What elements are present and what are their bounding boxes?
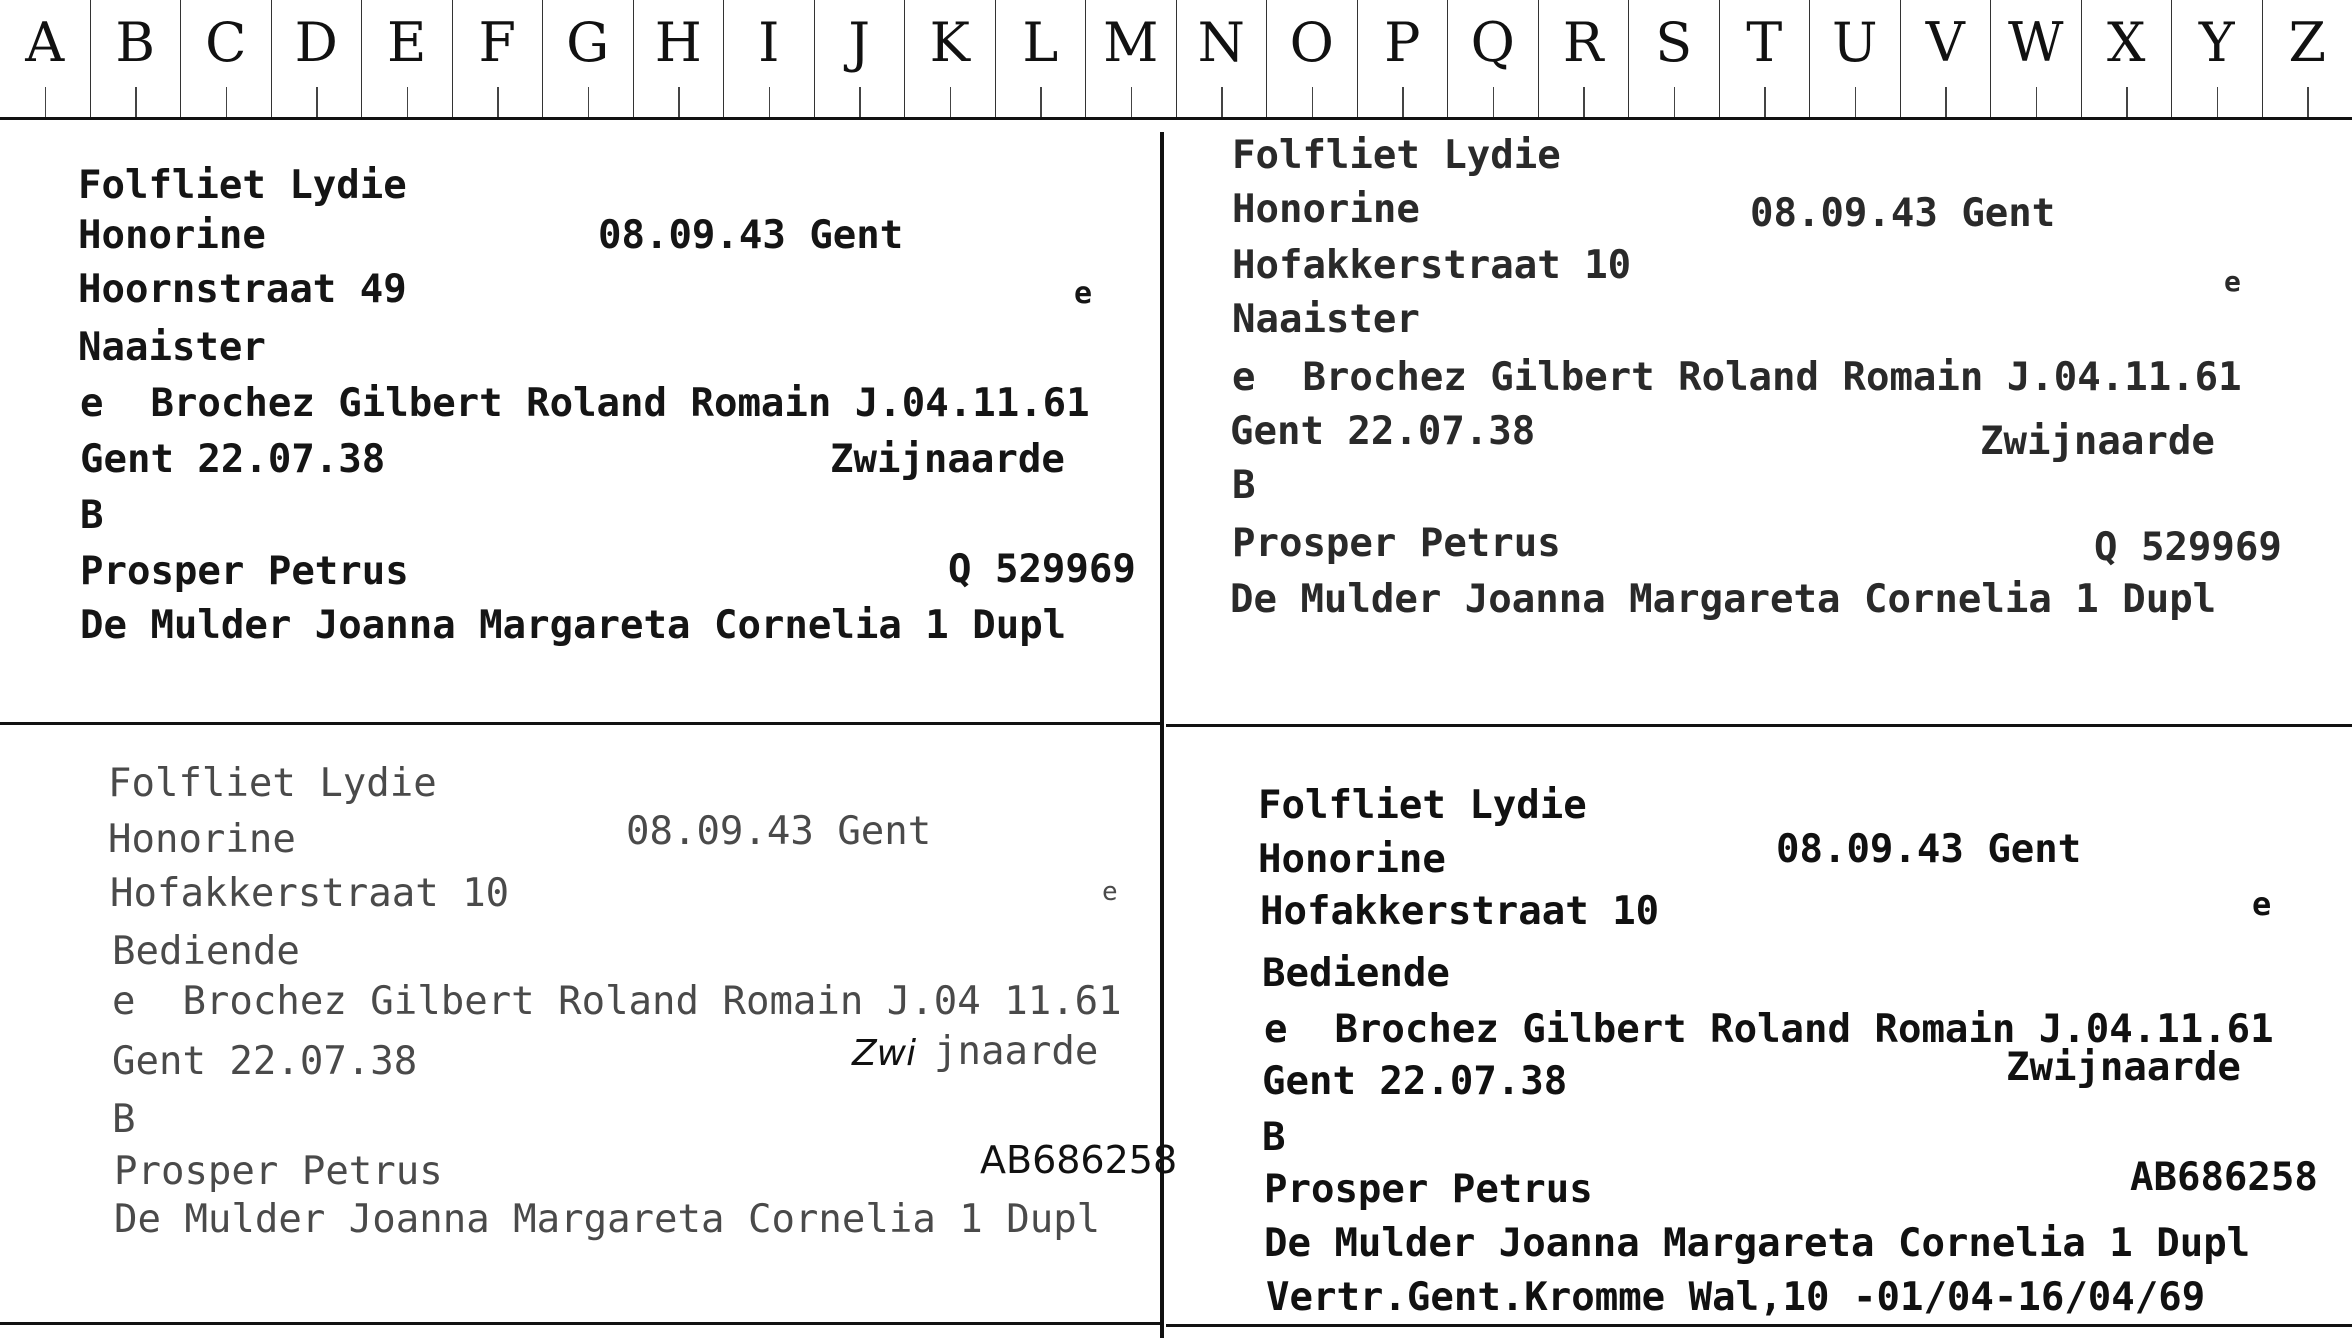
index-letter-z: Z [2263,0,2352,117]
index-letter-r: R [1539,0,1630,117]
card-marker: e [1074,276,1093,311]
card-first-names: Honorine [1232,187,1420,232]
index-letter-a: A [0,0,91,117]
card-place: Zwijnaarde [2006,1045,2241,1090]
card-occupation: Bediende [112,929,300,974]
index-letter-v: V [1901,0,1992,117]
card-birth: 08.09.43 Gent [1776,827,2082,872]
index-letter-g: G [543,0,634,117]
index-letter-s: S [1629,0,1720,117]
card-name: Folfliet Lydie [1258,783,1587,828]
card-mother: De Mulder Joanna Margareta Cornelia 1 Dupl [114,1197,1101,1242]
index-letter-o: O [1267,0,1358,117]
index-letter-y: Y [2172,0,2263,117]
index-letter-n: N [1177,0,1268,117]
card-address: Hofakkerstraat 10 [1260,889,1660,934]
index-letter-h: H [634,0,725,117]
card-place: Zwijnaarde [830,437,1065,482]
alphabet-index-strip [0,0,2352,120]
index-letter-c: C [181,0,272,117]
card-spouse-birth: Gent 22.07.38 [1230,409,1536,454]
card-spouse-birth: Gent 22.07.38 [80,437,386,482]
card-name: Folfliet Lydie [78,163,407,208]
card-name: Folfliet Lydie [108,761,437,806]
card-number: Q 529969 [948,547,1136,592]
card-spouse: e Brochez Gilbert Roland Romain J.04.11.61 [80,381,1090,426]
index-letter-b: B [91,0,182,117]
index-letter-q: Q [1448,0,1539,117]
card-occupation: Bediende [1262,951,1450,996]
index-letter-i: I [724,0,815,117]
card-number: AB686258 [2130,1155,2318,1200]
card-occupation: Naaister [1232,297,1420,342]
index-letter-x: X [2082,0,2173,117]
card-divider-horizontal-right [1166,724,2352,727]
card-number: AB686258 [980,1138,1178,1182]
card-spouse: e Brochez Gilbert Roland Romain J.04 11.61 [112,979,1122,1024]
card-first-names: Honorine [108,817,296,862]
index-letter-e: E [362,0,453,117]
card-birth: 08.09.43 Gent [626,809,932,854]
card-birth: 08.09.43 Gent [1750,191,2056,236]
index-letter-d: D [272,0,363,117]
card-place: jnaarde [934,1029,1099,1074]
card-marker: e [2252,885,2272,923]
card-note: Vertr.Gent.Kromme Wal,10 -01/04-16/04/69 [1266,1275,2206,1320]
card-father: Prosper Petrus [1264,1167,1593,1212]
card-occupation: Naaister [78,325,266,370]
card-code: B [112,1097,136,1142]
index-letter-u: U [1810,0,1901,117]
index-letter-t: T [1720,0,1811,117]
card-divider-horizontal-left [0,722,1162,725]
card-name: Folfliet Lydie [1232,133,1561,178]
index-letter-f: F [453,0,544,117]
card-spouse-birth: Gent 22.07.38 [112,1039,418,1084]
card-birth: 08.09.43 Gent [598,213,904,258]
card-code: B [1232,463,1256,508]
card-spouse: e Brochez Gilbert Roland Romain J.04.11.61 [1232,355,2242,400]
card-father: Prosper Petrus [114,1149,443,1194]
index-letter-l: L [996,0,1087,117]
card-first-names: Honorine [1258,837,1446,882]
card-spouse-birth: Gent 22.07.38 [1262,1059,1568,1104]
card-mother: De Mulder Joanna Margareta Cornelia 1 Dupl [1230,577,2217,622]
card-code: B [80,493,104,538]
card-mother: De Mulder Joanna Margareta Cornelia 1 Dupl [80,603,1067,648]
card-marker: e [2224,265,2241,298]
card-first-names: Honorine [78,213,266,258]
card-divider-bottom-left [0,1322,1162,1325]
card-divider-bottom-right [1166,1324,2352,1327]
card-spouse: e Brochez Gilbert Roland Romain J.04.11.61 [1264,1007,2274,1052]
card-address: Hofakkerstraat 10 [110,871,510,916]
card-marker: e [1102,877,1118,907]
card-father: Prosper Petrus [1232,521,1561,566]
card-father: Prosper Petrus [80,549,409,594]
card-mother: De Mulder Joanna Margareta Cornelia 1 Dupl [1264,1221,2251,1266]
index-letter-p: P [1358,0,1449,117]
card-address: Hofakkerstraat 10 [1232,243,1632,288]
index-letter-k: K [905,0,996,117]
card-place-stamp: Zwi [852,1033,917,1074]
card-address: Hoornstraat 49 [78,267,407,312]
card-place: Zwijnaarde [1980,419,2215,464]
index-letter-m: M [1086,0,1177,117]
index-letter-w: W [1991,0,2082,117]
card-number: Q 529969 [2094,525,2282,570]
index-letter-j: J [815,0,906,117]
card-code: B [1262,1115,1286,1160]
